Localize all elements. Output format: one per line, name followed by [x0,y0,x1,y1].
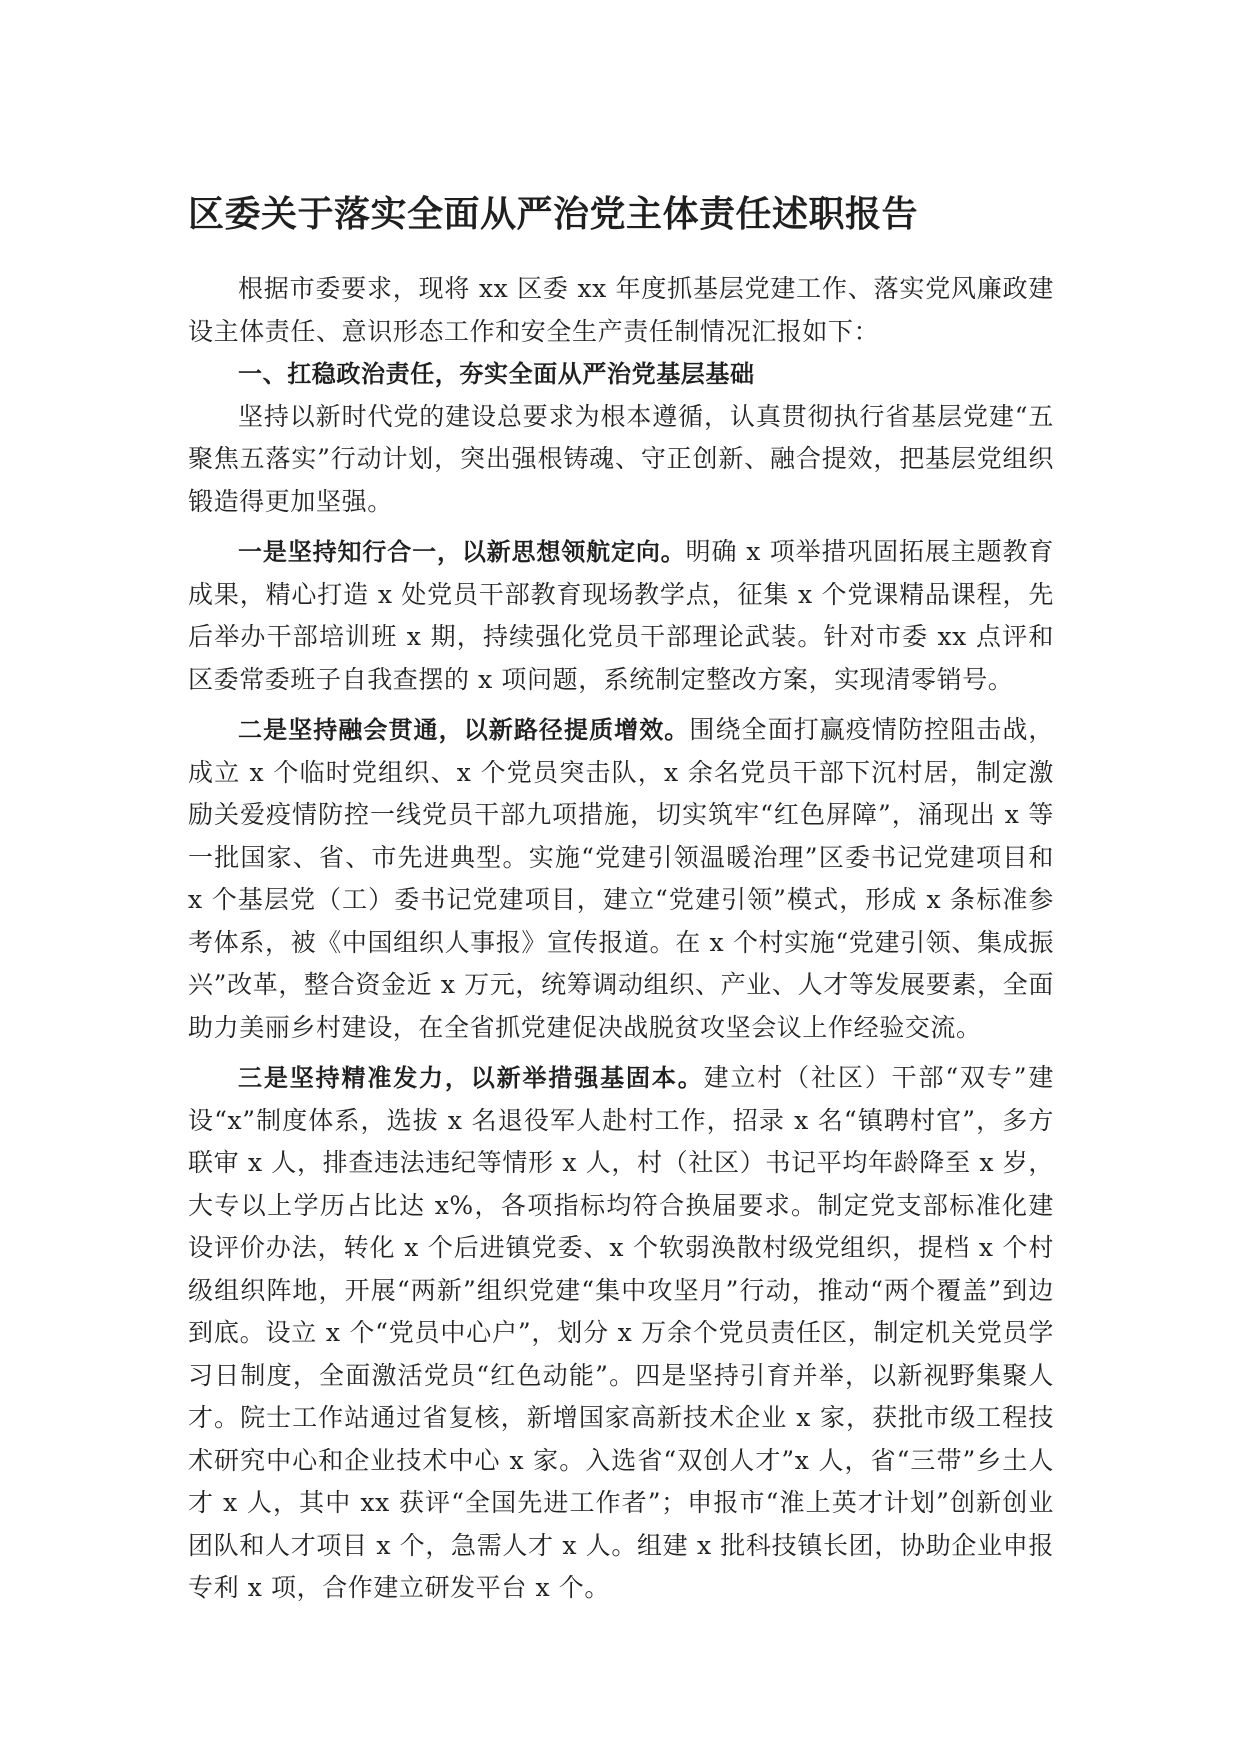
item-paragraph-3 [188,1057,1054,1610]
item-1-lead: 一是坚持知行合一，以新思想领航定向。 [238,538,686,566]
section-1-heading-line [188,353,1054,396]
item-paragraph-1 [188,531,1054,701]
item-paragraph-2 [188,709,1054,1049]
section-1-paragraph: 坚持以新时代党的建设总要求为根本遵循，认真贯彻执行省基层党建“五聚焦五落实”行动计划，突出强根铸魂、守正创新、融合提效，把基层党组织锻造得更加坚强。 [188,401,1054,516]
item-3-lead: 三是坚持精准发力，以新举措强基固本。 [238,1064,704,1092]
document-title: 区委关于落实全面从严治党主体责任述职报告 [188,194,919,235]
intro-paragraph: 根据市委要求，现将 xx 区委 xx 年度抓基层党建工作、落实党风廉政建设主体责任、意识形态工作和安全生产责任制情况汇报如下： [188,274,1054,346]
item-2-lead: 二是坚持融会贯通，以新路径提质增效。 [238,716,690,744]
item-1-text: 明确 x 项举措巩固拓展主题教育成果，精心打造 x 处党员干部教育现场教学点，征集 x 个党课精品课程，先后举办干部培训班 x 期，持续强化党员干部理论武装。针对市委 xx 点评和区委常委班子自我查摆的 x 项问题，系统制定整改方案，实现清零销号。 [188,537,1054,694]
item-2-text: 围绕全面打赢疫情防控阻击战，成立 x 个临时党组织、x 个党员突击队，x 余名党员干部下沉村居，制定激励关爱疫情防控一线党员干部九项措施，切实筑牢“红色屏障”，涌现出 x 等一批国家、省、市先进典型。实施“党建引领温暖治理”区委书记党建项目和 x 个基层党（工）委书记党建项目，建立“党建引领”模式，形成 x 条标准参考体系，被《中国组织人事报》宣传报道。在 x 个村实施“党建引领、集成振兴”改革，整合资金近 x 万元，统筹调动组织、产业、人才等发展要素，全面助力美丽乡村建设，在全省抓党建促决战脱贫攻坚会议上作经验交流。 [188,715,1054,1042]
document-body [188,190,1054,1610]
item-3-text: 建立村（社区）干部“双专”建设“x”制度体系，选拔 x 名退役军人赴村工作，招录 x 名“镇聘村官”，多方联审 x 人，排查违法违纪等情形 x 人，村（社区）书记平均年龄降至 x 岁，大专以上学历占比达 x%，各项指标均符合换届要求。制定党支部标准化建设评价办法，转化 x 个后进镇党委、x 个软弱涣散村级党组织，提档 x 个村级组织阵地，开展“两新”组织党建“集中攻坚月”行动，推动“两个覆盖”到边到底。设立 x 个“党员中心户”，划分 x 万余个党员责任区，制定机关党员学习日制度，全面激活党员“红色动能”。四是坚持引育并举，以新视野集聚人才。院士工作站通过省复核，新增国家高新技术企业 x 家，获批市级工程技术研究中心和企业技术中心 x 家。入选省“双创人才”x 人，省“三带”乡土人才 x 人，其中 xx 获评“全国先进工作者”；申报市“淮上英才计划”创新创业团队和人才项目 x 个，急需人才 x 人。组建 x 批科技镇长团，协助企业申报专利 x 项，合作建立研发平台 x 个。 [188,1063,1054,1602]
section-1-heading: 一、扛稳政治责任，夯实全面从严治党基层基础 [238,360,755,388]
